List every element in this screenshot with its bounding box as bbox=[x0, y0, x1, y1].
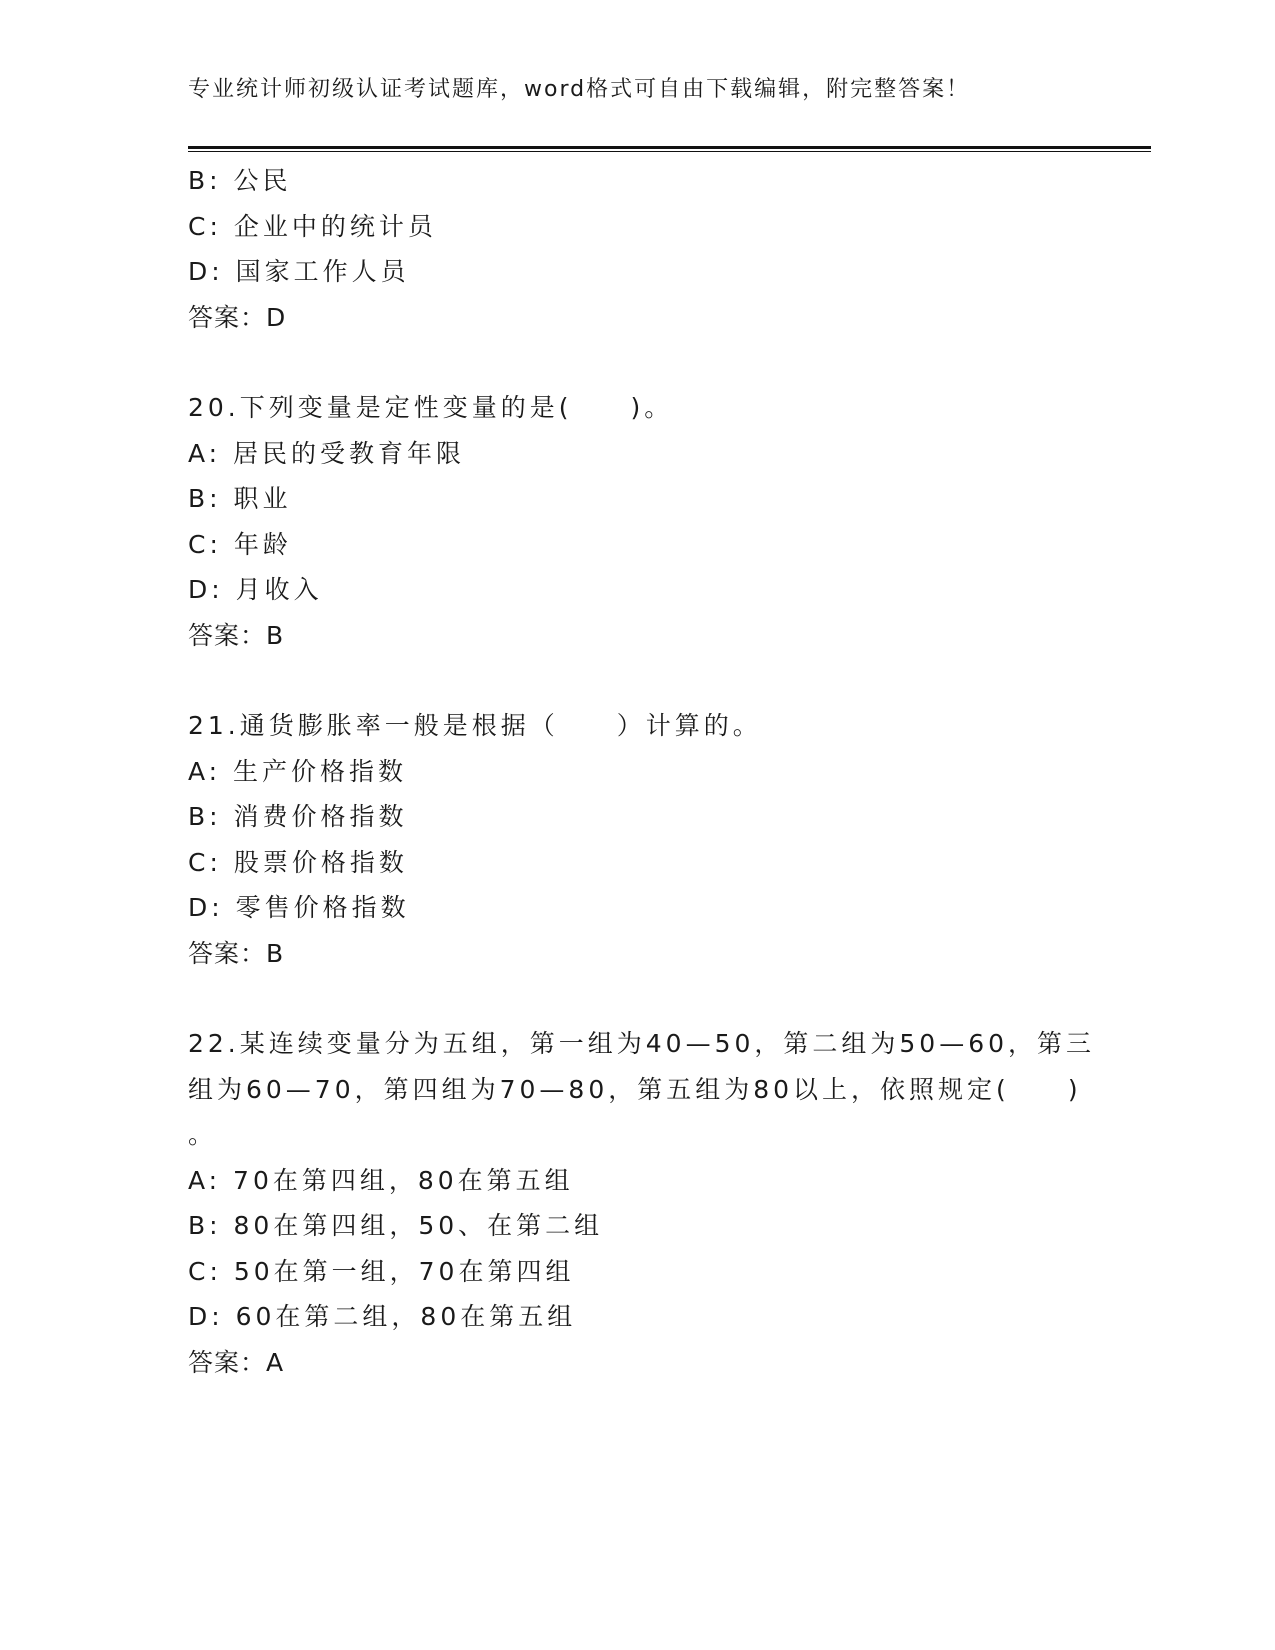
question-22 bbox=[188, 1021, 1096, 1385]
option-b: B: 80在第四组，50、在第二组 bbox=[188, 1211, 604, 1240]
answer-line: 答案：D bbox=[188, 302, 287, 332]
option-d: D: 60在第二组，80在第五组 bbox=[188, 1302, 577, 1331]
option-a: A: 生产价格指数 bbox=[188, 756, 408, 786]
header-rule-thin bbox=[188, 151, 1151, 152]
option-c: C: 股票价格指数 bbox=[188, 847, 408, 877]
option-c: C: 年龄 bbox=[188, 529, 292, 559]
spacer bbox=[188, 976, 1088, 1021]
option-a: A: 70在第四组，80在第五组 bbox=[188, 1165, 574, 1195]
question-stem-line-2: 组为60—70，第四组为70—80，第五组为80以上，依照规定( ) bbox=[188, 1074, 1082, 1104]
option-d: D: 零售价格指数 bbox=[188, 893, 410, 922]
option-d: D: 国家工作人员 bbox=[188, 257, 410, 286]
spacer bbox=[188, 658, 1088, 703]
question-stem-line-1: 22.某连续变量分为五组，第一组为40—50，第二组为50—60，第三 bbox=[188, 1029, 1096, 1058]
question-stem: 21.通货膨胀率一般是根据（ ）计算的。 bbox=[188, 711, 762, 740]
question-20 bbox=[188, 385, 1088, 658]
spacer bbox=[188, 340, 1088, 385]
answer-line: 答案：B bbox=[188, 938, 285, 968]
option-a: A: 居民的受教育年限 bbox=[188, 438, 466, 468]
header-rule-thick bbox=[188, 146, 1151, 149]
question-21 bbox=[188, 703, 1088, 976]
option-c: C: 50在第一组，70在第四组 bbox=[188, 1256, 575, 1286]
answer-line: 答案：A bbox=[188, 1347, 285, 1377]
question-stem: 20.下列变量是定性变量的是( )。 bbox=[188, 393, 674, 422]
option-b: B: 消费价格指数 bbox=[188, 802, 408, 831]
answer-line: 答案：B bbox=[188, 620, 285, 650]
document-body bbox=[188, 158, 1096, 1385]
option-b: B: 职业 bbox=[188, 484, 292, 513]
page-header: 专业统计师初级认证考试题库，word格式可自由下载编辑，附完整答案！ bbox=[188, 77, 971, 102]
option-b: B: 公民 bbox=[188, 166, 292, 195]
option-c: C: 企业中的统计员 bbox=[188, 211, 437, 241]
question-stem-line-3: 。 bbox=[188, 1120, 214, 1149]
option-d: D: 月收入 bbox=[188, 575, 323, 604]
continued-question bbox=[188, 158, 1088, 340]
